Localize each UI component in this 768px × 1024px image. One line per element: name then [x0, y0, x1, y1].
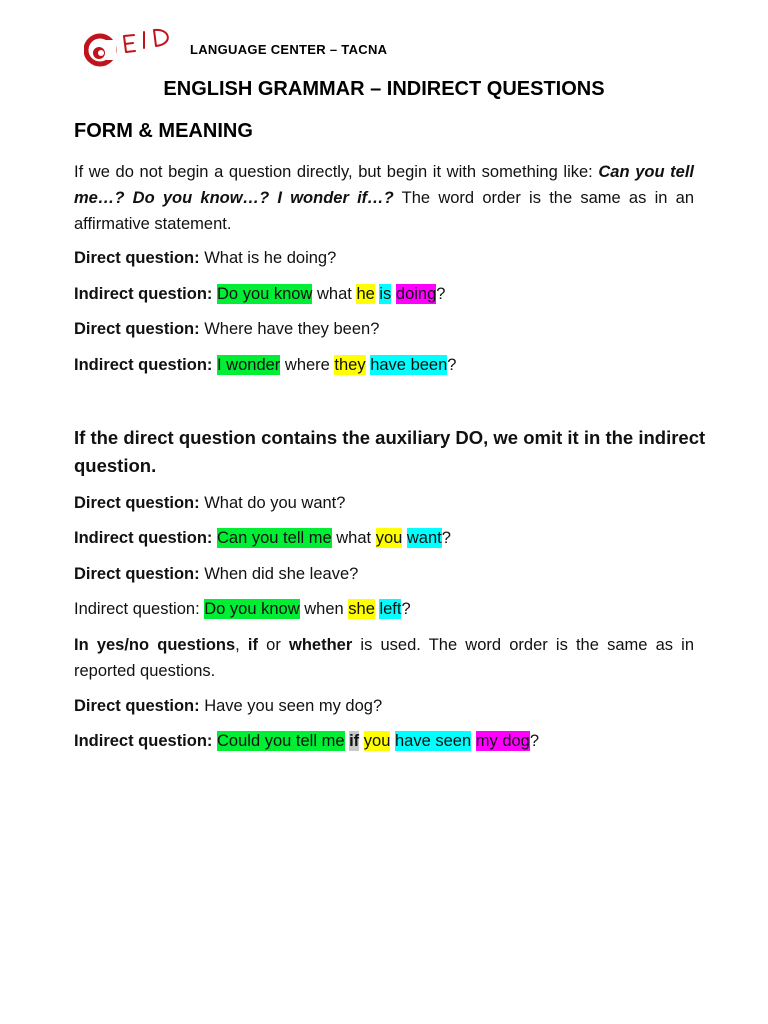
section-heading-form-meaning: FORM & MEANING — [74, 120, 253, 142]
highlight-verb: left — [379, 600, 402, 618]
direct-question-text: Where have they been? — [199, 320, 380, 338]
direct-question-line — [74, 318, 379, 340]
ceid-logo — [84, 24, 184, 74]
indirect-question-label: Indirect question: — [74, 356, 213, 374]
direct-question-line — [74, 695, 382, 717]
indirect-question-line — [74, 527, 451, 549]
direct-question-label: Direct question: — [74, 697, 200, 715]
section-heading-auxiliary-do: If the direct question contains the auxiliary DO, we omit it in the indirect question. — [74, 427, 706, 476]
highlight-intro-phrase: Could you tell me — [217, 732, 345, 750]
direct-question-line — [74, 247, 336, 269]
comma: , — [235, 636, 248, 654]
whether-term: whether — [289, 636, 353, 654]
question-mark: ? — [436, 285, 446, 303]
direct-question-label: Direct question: — [74, 494, 200, 512]
question-word: what — [312, 285, 357, 303]
indirect-question-label: Indirect question: — [74, 529, 213, 547]
question-mark: ? — [447, 356, 457, 374]
highlight-intro-phrase: Can you tell me — [217, 529, 332, 547]
question-word: when — [299, 600, 349, 618]
direct-question-line — [74, 563, 358, 585]
highlight-intro-phrase: Do you know — [204, 600, 300, 618]
direct-question-line — [74, 492, 345, 514]
indirect-question-label: Indirect question: — [74, 285, 213, 303]
highlight-subject: they — [334, 356, 366, 374]
header — [84, 24, 684, 74]
highlight-verb: have seen — [394, 732, 472, 750]
direct-question-text: What is he doing? — [199, 249, 337, 267]
indirect-question-line — [74, 354, 456, 376]
highlight-intro-phrase: I wonder — [217, 356, 281, 374]
indirect-question-line — [74, 730, 539, 752]
intro-examples: Can you tell me…? Do you know…? I wonder if…? — [74, 163, 695, 207]
language-center-name: LANGUAGE CENTER – TACNA — [190, 42, 388, 57]
direct-question-label: Direct question: — [74, 249, 200, 267]
question-mark: ? — [529, 732, 540, 750]
highlight-verb: have been — [370, 356, 448, 374]
direct-question-label: Direct question: — [74, 565, 200, 583]
direct-question-label: Direct question: — [74, 320, 200, 338]
highlight-complement: doing — [395, 285, 437, 303]
question-mark: ? — [401, 600, 411, 618]
indirect-question-label: Indirect question: — [74, 732, 213, 750]
yes-no-term: In yes/no questions — [74, 636, 236, 654]
highlight-complement: my dog — [475, 732, 530, 750]
direct-question-text: Have you seen my dog? — [199, 697, 383, 715]
indirect-question-label: Indirect question: — [74, 600, 205, 618]
yes-no-paragraph — [74, 632, 694, 684]
or-text: or — [258, 636, 289, 654]
yes-no-explanation: is used. The word order is the same as in reported questions. — [74, 636, 694, 680]
highlight-subject: you — [375, 529, 403, 547]
question-mark: ? — [441, 529, 451, 547]
highlight-subject: you — [363, 732, 391, 750]
highlight-verb: is — [379, 285, 392, 303]
highlight-subject: she — [348, 600, 375, 618]
indirect-question-line — [74, 283, 445, 305]
highlight-subject: he — [356, 285, 375, 303]
document-title: ENGLISH GRAMMAR – INDIRECT QUESTIONS — [163, 78, 605, 100]
intro-text-2: The word order is the same as in an affirmative statement. — [74, 189, 694, 233]
if-term: if — [247, 636, 259, 654]
direct-question-text: What do you want? — [199, 494, 346, 512]
question-word: where — [280, 356, 335, 374]
highlight-verb: want — [406, 529, 442, 547]
indirect-question-line — [74, 598, 411, 620]
question-word: what — [331, 529, 376, 547]
intro-text-1: If we do not begin a question directly, but begin it with something like: — [74, 163, 599, 181]
highlight-intro-phrase: Do you know — [217, 285, 313, 303]
highlight-if: if — [349, 732, 360, 750]
direct-question-text: When did she leave? — [199, 565, 359, 583]
intro-paragraph — [74, 159, 694, 237]
